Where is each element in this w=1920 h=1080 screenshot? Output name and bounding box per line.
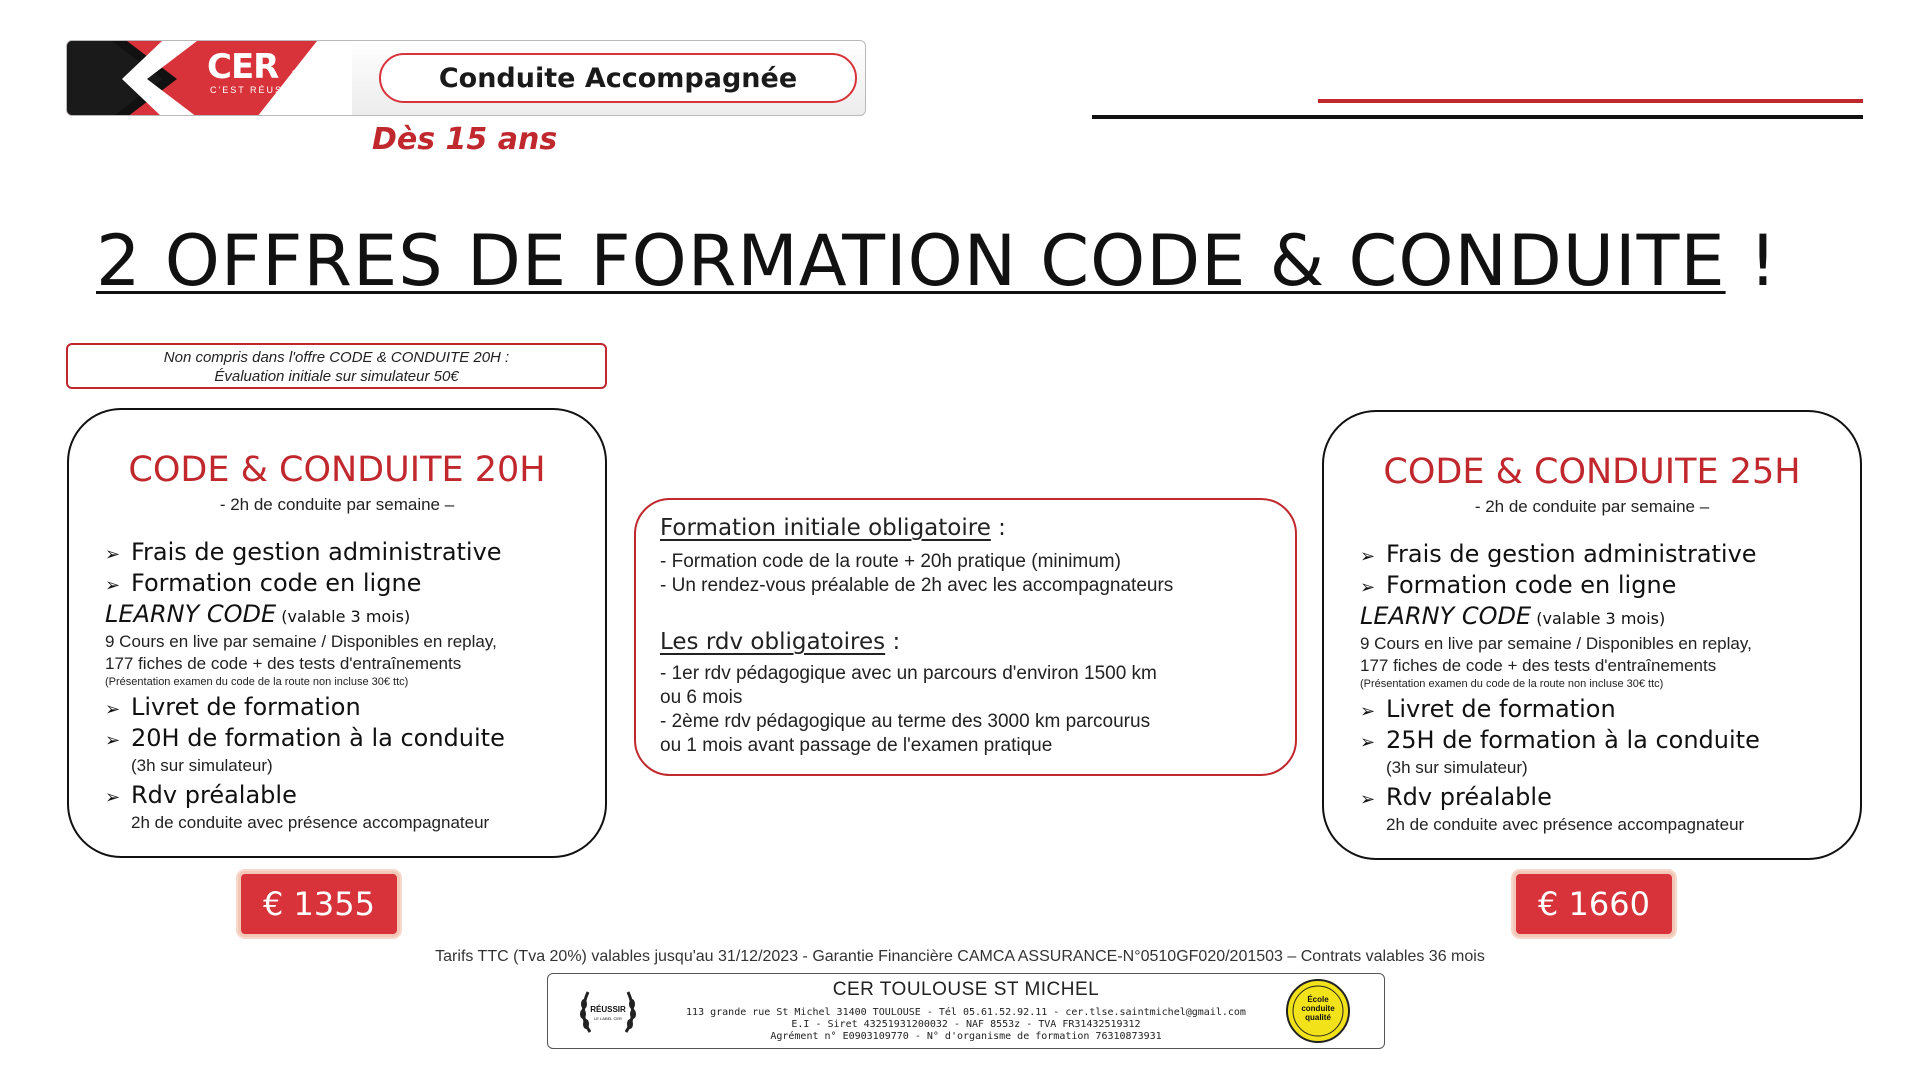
footer-address: 113 grande rue St Michel 31400 TOULOUSE - Tél 05.61.52.92.11 - cer.tlse.saintmichel@gmail.com (686, 1007, 1246, 1018)
bullet-hours: ➢ 25H de formation à la conduite (1360, 726, 1850, 757)
presentation-note: (Présentation examen du code de la route non incluse 30€ ttc) (105, 676, 409, 688)
bullet-livret: ➢ Livret de formation (1360, 695, 1850, 726)
laurel-text: RÉUSSIR (590, 1005, 626, 1014)
mandatory-rdv-heading: Les rdv obligatoires : (660, 629, 901, 655)
arrow-bullet-icon: ➢ (1360, 789, 1376, 810)
cours-text: 9 Cours en live par semaine / Disponibles en replay, (105, 632, 497, 651)
arrow-bullet-icon: ➢ (105, 575, 121, 596)
seal-text-1: École (1307, 995, 1329, 1004)
bullet-admin: ➢ Frais de gestion administrative (1360, 540, 1850, 571)
decorative-red-line (1318, 99, 1863, 103)
header-bar (66, 40, 866, 116)
offer-card-25h (1322, 410, 1862, 860)
footer-agrement: Agrément n° E0903109770 - N° d'organisme de formation 76310873931 (770, 1031, 1162, 1042)
price-badge-25h: € 1660 (1513, 871, 1675, 937)
logo-subtext: C'EST RÉUSSIR (210, 85, 305, 95)
age-label: Dès 15 ans (372, 122, 558, 157)
arrow-bullet-icon: ➢ (105, 699, 121, 720)
rdv-detail: 2h de conduite avec présence accompagnateur (1386, 815, 1745, 834)
footer-title: CER TOULOUSE ST MICHEL (832, 979, 1100, 1000)
offer-subtitle: - 2h de conduite par semaine – (1474, 497, 1710, 516)
seal-text-3: qualité (1305, 1013, 1331, 1022)
rdv-line-2: ou 6 mois (660, 687, 743, 708)
pricing-terms: Tarifs TTC (Tva 20%) valables jusqu'au 31/12/2023 - Garantie Financière CAMCA ASSURANCE-N°0510GF020/201503 – Contrats valables 36 mois (435, 948, 1485, 965)
laurel-subtext: LE LABEL CER (594, 1016, 622, 1021)
offer-card-20h (67, 408, 607, 858)
arrow-bullet-icon: ➢ (1360, 732, 1376, 753)
arrow-bullet-icon: ➢ (1360, 546, 1376, 567)
bullet-code-online: ➢ Formation code en ligne (105, 569, 595, 600)
bullet-rdv: ➢ Rdv préalable (1360, 783, 1850, 814)
offer-title: CODE & CONDUITE 20H (128, 450, 546, 490)
bullet-code-online: ➢ Formation code en ligne (1360, 571, 1850, 602)
presentation-note: (Présentation examen du code de la route non incluse 30€ ttc) (1360, 678, 1664, 690)
bullet-livret: ➢ Livret de formation (105, 693, 595, 724)
initial-line-1: - Formation code de la route + 20h pratique (minimum) (660, 551, 1121, 572)
arrow-bullet-icon: ➢ (1360, 701, 1376, 722)
offer-body (1360, 540, 1850, 836)
header-title-pill: Conduite Accompagnée (379, 53, 857, 103)
footer-contact (547, 973, 1385, 1049)
note-line-2: Évaluation initiale sur simulateur 50€ (214, 368, 459, 385)
simulator-note: (3h sur simulateur) (1386, 758, 1528, 777)
initial-training-heading: Formation initiale obligatoire : (660, 515, 1006, 541)
fiches-text: 177 fiches de code + des tests d'entraînements (105, 654, 462, 673)
obligations-box (634, 498, 1297, 776)
note-line-1: Non compris dans l'offre CODE & CONDUITE 20H : (163, 349, 510, 366)
bullet-rdv: ➢ Rdv préalable (105, 781, 595, 812)
learny-code: LEARNY CODE (valable 3 mois) (1360, 602, 1666, 630)
rdv-detail: 2h de conduite avec présence accompagnateur (131, 813, 490, 832)
rdv-line-3: - 2ème rdv pédagogique au terme des 3000 km parcourus (660, 711, 1151, 732)
bullet-hours: ➢ 20H de formation à la conduite (105, 724, 595, 755)
cours-text: 9 Cours en live par semaine / Disponibles en replay, (1360, 634, 1752, 653)
logo-text: CER (207, 47, 279, 87)
fiches-text: 177 fiches de code + des tests d'entraînements (1360, 656, 1717, 675)
quality-seal-icon (1285, 978, 1351, 1044)
rdv-line-4: ou 1 mois avant passage de l'examen pratique (660, 735, 1053, 756)
bullet-admin: ➢ Frais de gestion administrative (105, 538, 595, 569)
simulator-note: (3h sur simulateur) (131, 756, 273, 775)
footer-siret: E.I - Siret 43251931200032 - NAF 8553z - TVA FR31432519312 (791, 1019, 1141, 1030)
page-title (96, 220, 1846, 302)
initial-line-2: - Un rendez-vous préalable de 2h avec les accompagnateurs (660, 575, 1174, 596)
page-title-underlined: 2 OFFRES DE FORMATION CODE & CONDUITE (96, 220, 1726, 302)
arrow-bullet-icon: ➢ (1360, 577, 1376, 598)
page-title-suffix: ! (1725, 220, 1778, 302)
decorative-black-line (1092, 115, 1863, 119)
offer-subtitle: - 2h de conduite par semaine – (219, 495, 455, 514)
exclusion-note (66, 343, 607, 389)
offer-title: CODE & CONDUITE 25H (1383, 452, 1801, 492)
cer-logo (67, 41, 352, 116)
price-badge-20h: € 1355 (238, 871, 400, 937)
rdv-line-1: - 1er rdv pédagogique avec un parcours d'environ 1500 km (660, 663, 1157, 684)
learny-code: LEARNY CODE (valable 3 mois) (105, 600, 411, 628)
arrow-bullet-icon: ➢ (105, 730, 121, 751)
seal-text-2: conduite (1301, 1004, 1335, 1013)
arrow-bullet-icon: ➢ (105, 787, 121, 808)
offer-body (105, 538, 595, 834)
arrow-bullet-icon: ➢ (105, 544, 121, 565)
